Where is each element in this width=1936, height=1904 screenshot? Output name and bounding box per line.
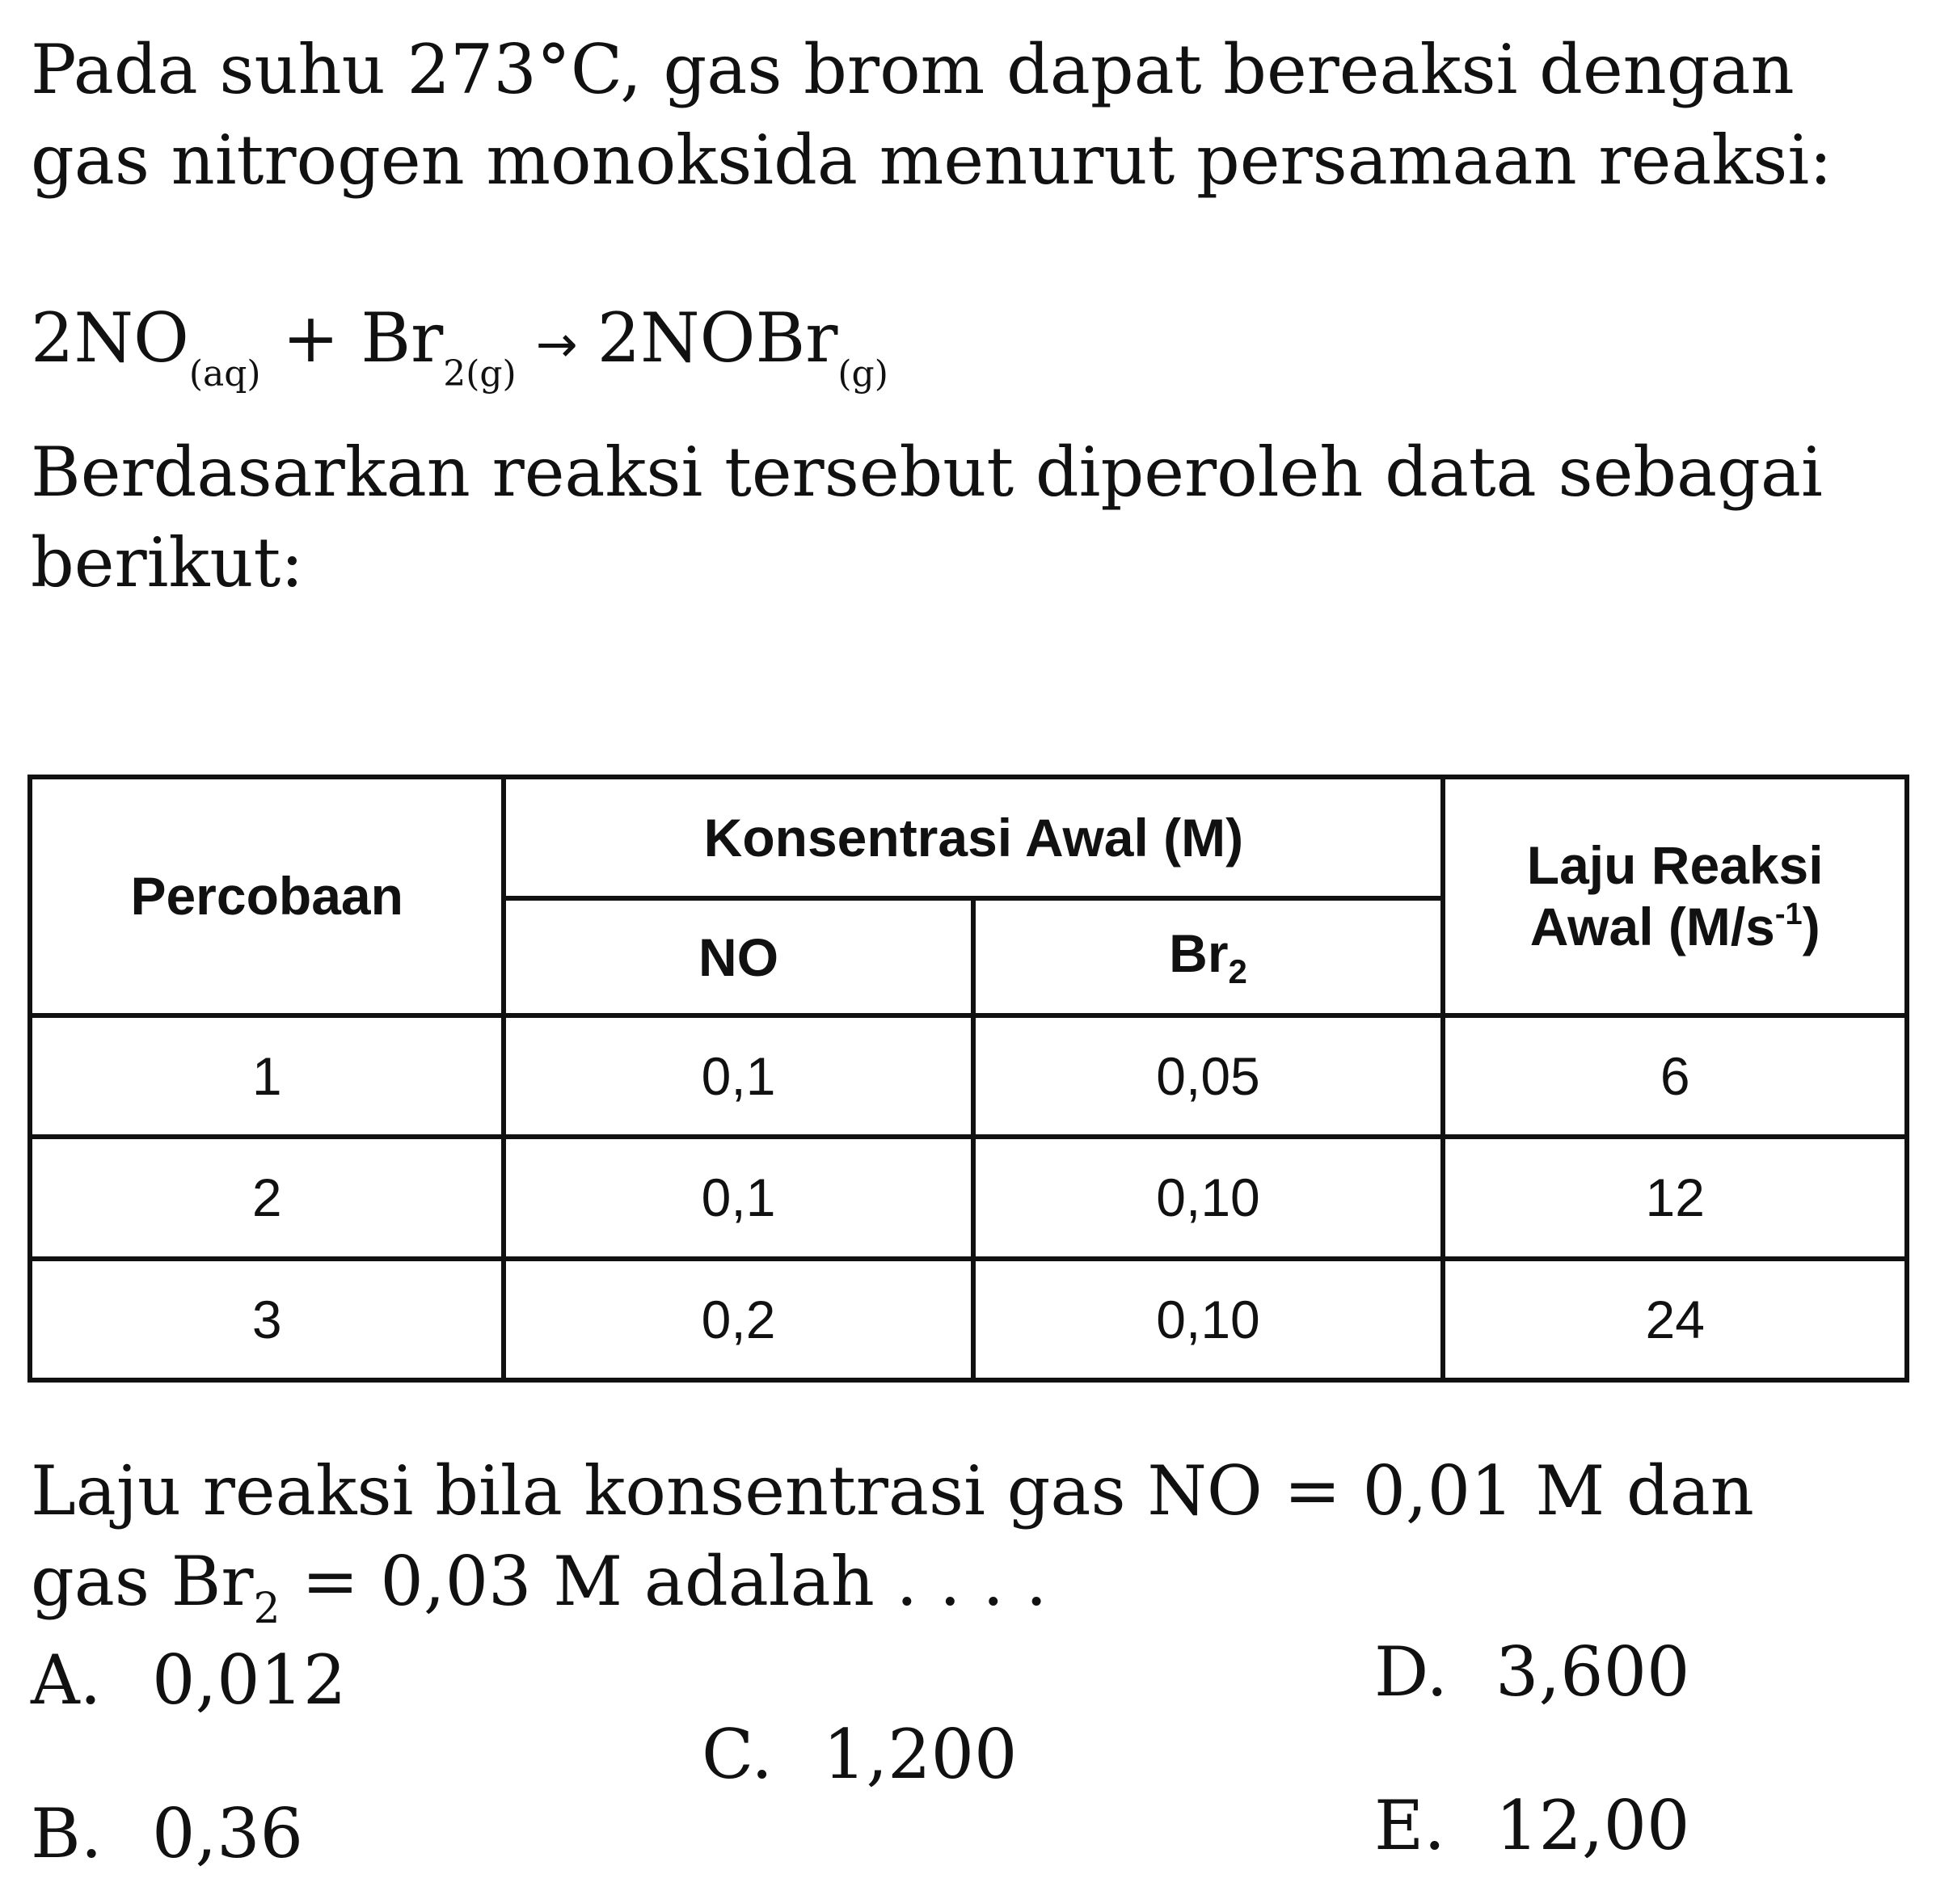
cell-laju: 24 [1443, 1259, 1907, 1380]
cell-no: 0,1 [504, 1137, 972, 1258]
plus-sign: + [282, 298, 340, 378]
product-nobr: 2NOBr [597, 298, 838, 378]
option-b-letter: B. [31, 1794, 103, 1873]
question-text-2: = 0,03 M adalah . . . . [280, 1542, 1048, 1621]
option-d-letter: D. [1374, 1632, 1449, 1712]
table-header-row [30, 777, 1907, 898]
cell-laju: 6 [1443, 1015, 1907, 1137]
option-b[interactable] [31, 1793, 303, 1874]
header-laju-line2: Awal (M/s [1529, 897, 1775, 957]
header-br2 [973, 898, 1444, 1015]
option-a[interactable] [31, 1640, 346, 1720]
header-laju-close: ) [1802, 897, 1820, 957]
reaction-equation [31, 293, 1890, 420]
cell-percobaan: 1 [30, 1015, 504, 1137]
option-e-value: 12,00 [1495, 1786, 1690, 1865]
lead-paragraph: Berdasarkan reaksi tersebut diperoleh data sebagai berikut: [31, 433, 1823, 602]
header-br2-symbol: Br [1169, 923, 1229, 984]
option-a-letter: A. [31, 1640, 102, 1720]
product-nobr-state: (g) [837, 353, 888, 395]
header-no: NO [504, 898, 972, 1015]
option-c-value: 1,200 [823, 1715, 1018, 1794]
table-row [30, 1015, 1907, 1137]
cell-no: 0,2 [504, 1259, 972, 1380]
header-laju [1443, 777, 1907, 1015]
reactant-br-state: 2(g) [443, 353, 517, 395]
option-a-value: 0,012 [152, 1640, 347, 1720]
option-d[interactable] [1374, 1632, 1689, 1712]
option-e-letter: E. [1374, 1786, 1446, 1865]
header-br2-subscript: 2 [1228, 952, 1247, 991]
cell-no: 0,1 [504, 1015, 972, 1137]
cell-percobaan: 2 [30, 1137, 504, 1258]
intro-paragraph: Pada suhu 273°C, gas brom dapat bereaksi dengan gas nitrogen monoksida menurut persamaan reaksi: [31, 30, 1833, 200]
question-subscript: 2 [253, 1585, 280, 1633]
table-row [30, 1137, 1907, 1258]
header-konsentrasi: Konsentrasi Awal (M) [504, 777, 1443, 898]
reactant-br: Br [361, 298, 444, 378]
header-laju-line1: Laju Reaksi [1526, 835, 1824, 896]
cell-br2: 0,05 [973, 1015, 1444, 1137]
cell-br2: 0,10 [973, 1137, 1444, 1258]
reactant-no-state: (aq) [188, 353, 261, 395]
option-e[interactable] [1374, 1785, 1689, 1866]
reactant-no: 2NO [31, 298, 189, 378]
question-paragraph [31, 1446, 1890, 1654]
header-percobaan: Percobaan [30, 777, 504, 1015]
cell-laju: 12 [1443, 1137, 1907, 1258]
option-b-value: 0,36 [152, 1794, 304, 1873]
table-row [30, 1259, 1907, 1380]
option-d-value: 3,600 [1495, 1632, 1690, 1712]
cell-br2: 0,10 [973, 1259, 1444, 1380]
option-c[interactable] [702, 1714, 1017, 1795]
option-c-letter: C. [702, 1715, 773, 1794]
reaction-arrow-icon: → [535, 315, 578, 374]
data-table [27, 775, 1909, 1383]
header-laju-exponent: -1 [1774, 897, 1803, 932]
cell-percobaan: 3 [30, 1259, 504, 1380]
question-text-1: Laju reaksi bila konsentrasi gas NO = 0,01 M dan gas Br [31, 1451, 1754, 1621]
